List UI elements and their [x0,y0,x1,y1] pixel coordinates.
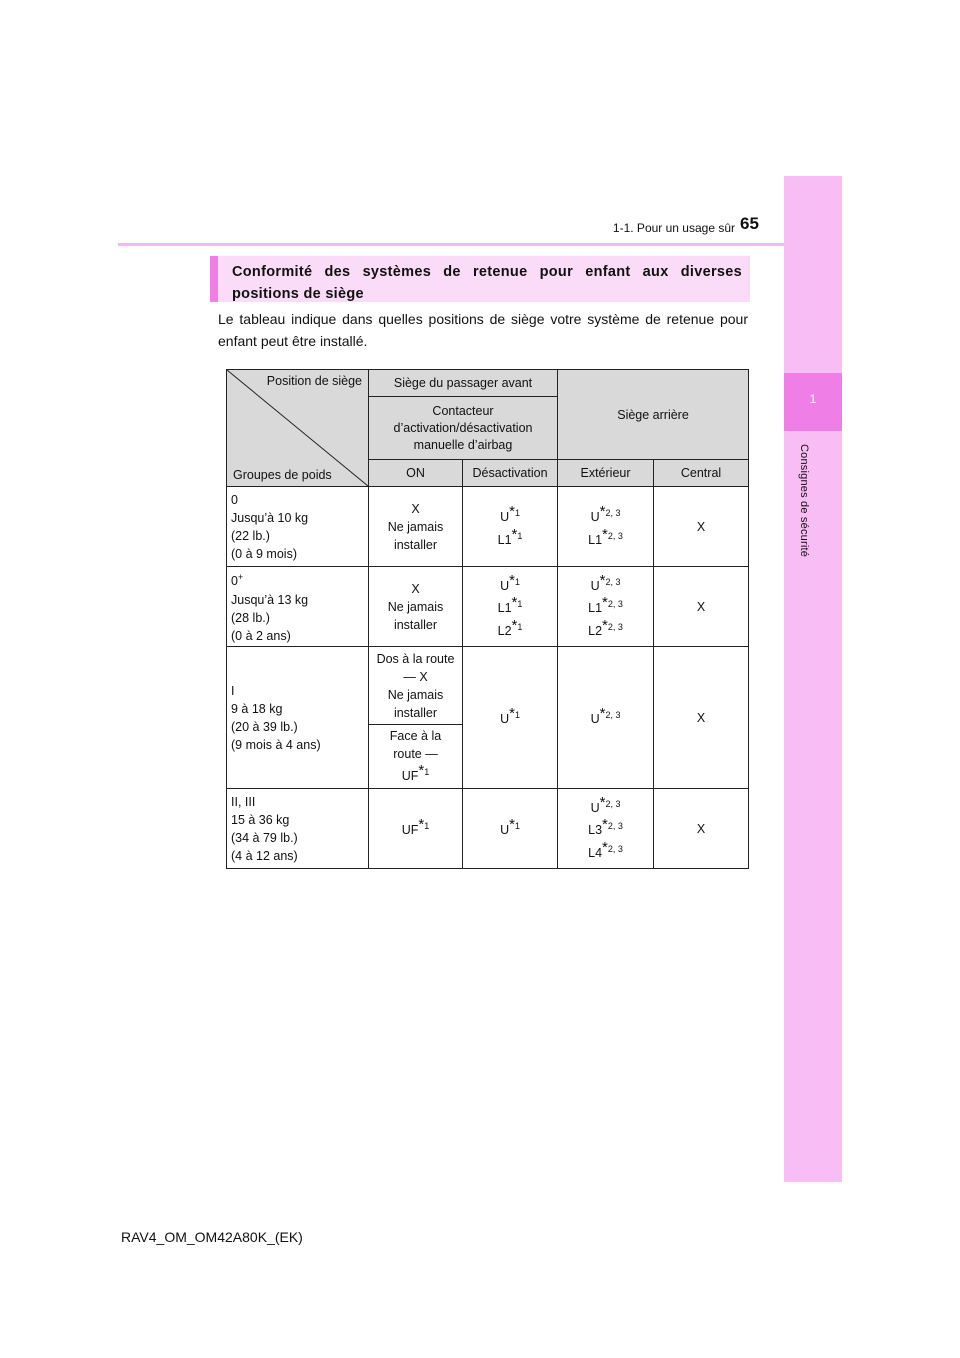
group-weight: 15 à 36 kg [231,812,290,827]
header-rear-seat: Siège arrière [558,370,749,460]
table-corner-cell [227,370,369,487]
group-weight: Jusqu’à 10 kg [231,510,309,525]
cell-never-install: Ne jamais installer [387,519,444,552]
code-line: L2*$^1$ [497,616,523,638]
group-cell [227,567,369,647]
header-col-on: ON [369,460,463,487]
header-col-off: Désactivation [463,460,558,487]
cell-center: X [654,647,749,789]
code-line: UF*$^1$ [401,762,430,784]
cell-never-install: Ne jamais installer [387,599,444,632]
cell-rear-facing-label: Dos à la route — X [376,651,455,684]
document-code: RAV4_OM_OM42A80K_(EK) [121,1229,303,1245]
code-line: L1*$^{2, 3}$ [588,594,623,616]
group-lbs: (22 lb.) [231,528,270,543]
code-line: L1*$^{2, 3}$ [588,525,623,547]
group-label: I [231,683,235,698]
header-airbag-switch: Contacteur d’activation/désactivation manuelle d’airbag [369,397,558,460]
group-lbs: (20 à 39 lb.) [231,719,298,734]
group-age: (4 à 12 ans) [231,848,298,863]
cell-center: X [654,789,749,869]
cell-outer [558,789,654,869]
code-line: L2*$^{2, 3}$ [588,616,623,638]
cell-off [463,789,558,869]
cell-on [369,567,463,647]
code-line: U*$^{2, 3}$ [590,705,621,727]
cell-center: X [654,567,749,647]
group-lbs: (28 lb.) [231,610,270,625]
cell-center: X [654,487,749,567]
cell-x: X [411,501,420,516]
callout-title: Conformité des systèmes de retenue pour enfant aux diverses positions de siège [232,264,742,302]
cell-off [463,647,558,789]
code-line: U*$^1$ [500,705,520,727]
code-line: U*$^{2, 3}$ [590,794,621,816]
group-label: II, III [231,794,256,809]
corner-label-groups: Groupes de poids [233,468,332,482]
group-weight: 9 à 18 kg [231,701,283,716]
chapter-number: 1 [809,392,817,406]
header-rule [118,243,841,246]
table-row [227,487,749,567]
cell-outer [558,487,654,567]
cell-x: X [411,581,420,596]
page-number: 65 [740,214,759,233]
group-age: (9 mois à 4 ans) [231,737,321,752]
group-lbs: (34 à 79 lb.) [231,830,298,845]
group-cell [227,487,369,567]
code-line: U*$^1$ [500,572,520,594]
cell-off [463,487,558,567]
group-cell [227,647,369,789]
group-cell [227,789,369,869]
cell-outer [558,647,654,789]
table-row [227,567,749,647]
cell-on [369,789,463,869]
header-col-center: Central [654,460,749,487]
section-heading: 1-1. Pour un usage sûr [612,221,735,235]
intro-paragraph: Le tableau indique dans quelles positions de siège votre système de retenue pour enfant peut être installé. [218,311,748,349]
cell-on-forward-facing [369,725,463,789]
cell-never-install: Ne jamais installer [387,687,444,720]
code-line: U*$^1$ [500,503,520,525]
chapter-title: Consignes de sécurité [798,444,810,558]
chapter-sidebar [784,176,842,1182]
cell-forward-facing-label: Face à la route — [389,729,442,762]
code-line: L4*$^{2, 3}$ [588,838,623,860]
code-line: L3*$^{2, 3}$ [588,816,623,838]
section-callout [210,256,750,302]
code-line: U*$^1$ [500,816,520,838]
cell-on [369,487,463,567]
group-age: (0 à 2 ans) [231,628,291,643]
cell-off [463,567,558,647]
group-label: 0+ [231,572,244,589]
table-row [227,647,749,725]
table-row [227,789,749,869]
group-weight: Jusqu’à 13 kg [231,592,309,607]
group-label: 0 [231,492,238,507]
code-line: U*$^{2, 3}$ [590,503,621,525]
code-line: L1*$^1$ [497,594,523,616]
header-col-outer: Extérieur [558,460,654,487]
code-line: L1*$^1$ [497,525,523,547]
compatibility-table [226,369,749,869]
cell-outer [558,567,654,647]
cell-on-rear-facing [369,647,463,725]
code-line: UF*$^1$ [401,816,430,838]
group-age: (0 à 9 mois) [231,546,297,561]
header-front-passenger: Siège du passager avant [369,370,558,397]
code-line: U*$^{2, 3}$ [590,572,621,594]
corner-label-position: Position de siège [266,374,362,388]
